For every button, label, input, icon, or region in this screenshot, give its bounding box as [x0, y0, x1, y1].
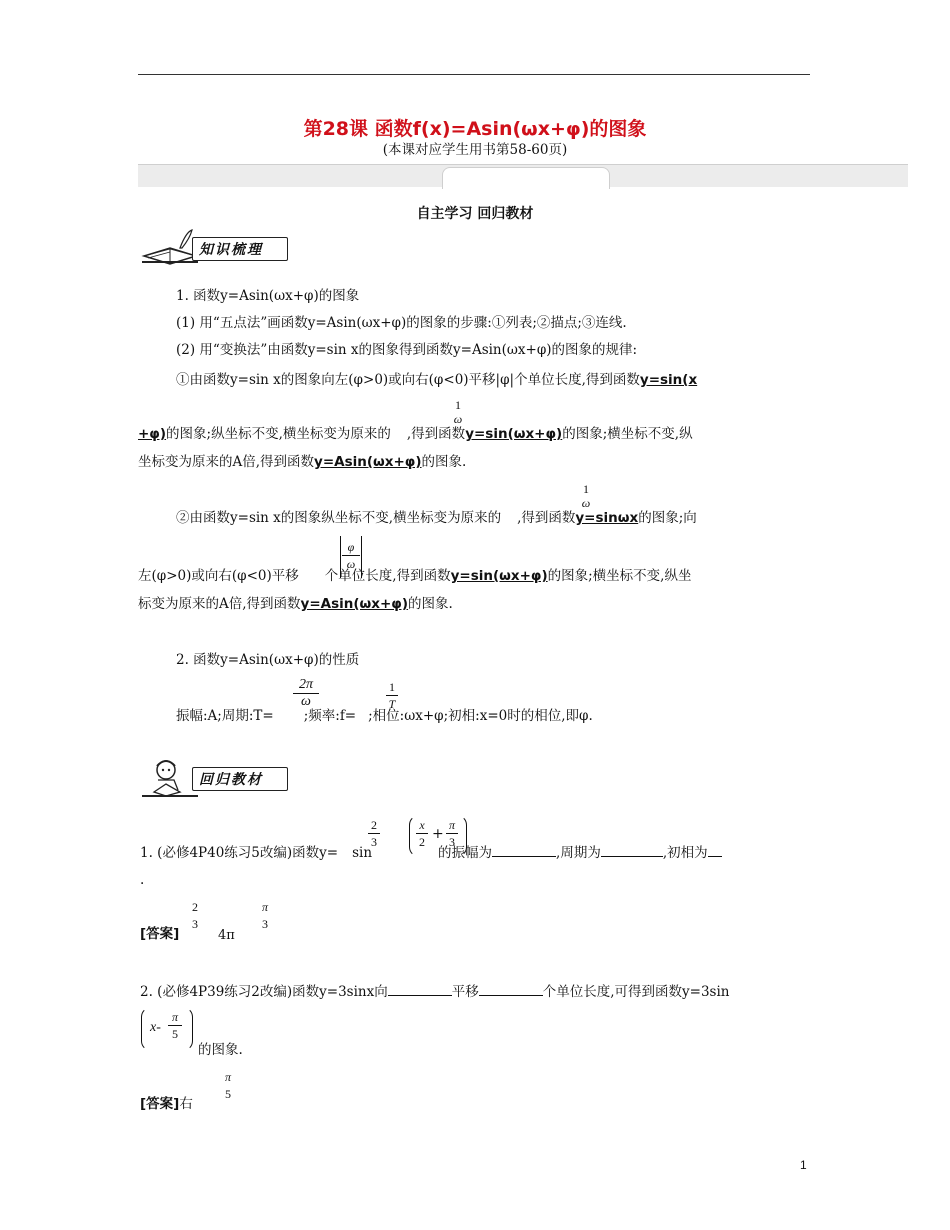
method1-text: ①由函数y=sin x的图象向左(φ>0)或向右(φ<0)平移|φ|个单位长度,得到函数: [176, 372, 640, 388]
section-tab: [442, 167, 610, 189]
method2-text: 标变为原来的A倍,得到函数: [138, 596, 301, 612]
answer-blank[interactable]: [479, 983, 543, 996]
part1-step1: (1) 用“五点法”画函数y=Asin(ωx+φ)的图象的步骤:①列表;②描点;③连线.: [176, 315, 627, 331]
part2-heading: 2. 函数y=Asin(ωx+φ)的性质: [176, 652, 360, 668]
method2-formula: y=sin(ωx+φ): [450, 568, 548, 584]
reading-student-icon: [140, 756, 200, 800]
fraction-denominator: 3: [371, 835, 377, 849]
method1-line1: [176, 370, 697, 390]
fraction-denominator: ω: [301, 694, 311, 709]
question-text: 平移: [451, 984, 479, 1000]
question-2: [140, 982, 730, 1002]
method1-formula: +φ): [138, 426, 167, 442]
answer-blank[interactable]: [708, 844, 722, 857]
fraction-numerator: φ: [347, 540, 355, 554]
part1-step2: (2) 用“变换法”由函数y=sin x的图象得到函数y=Asin(ωx+φ)的图象的规律:: [176, 342, 638, 358]
fraction-denominator: 3: [262, 917, 268, 931]
page-number: 1: [800, 1158, 807, 1172]
answer-blank[interactable]: [492, 844, 556, 857]
method2-line3: [138, 594, 453, 614]
question-text: ,周期为: [556, 845, 601, 861]
fraction-denominator: ω: [581, 496, 591, 510]
book-quill-icon: [140, 228, 200, 268]
question-text: ,初相为: [662, 845, 708, 861]
fraction-numerator: x: [419, 818, 425, 832]
method2-text: ②由函数y=sin x的图象纵坐标不变,横坐标变为原来的: [176, 510, 502, 526]
page-subtitle: (本课对应学生用书第58-60页): [382, 142, 568, 158]
fraction-numerator: 2π: [298, 677, 313, 692]
fraction-1-over-omega: [450, 398, 466, 426]
method2-line2: [138, 566, 691, 586]
sin-text: sin: [352, 845, 373, 861]
method1-formula: y=sin(ωx+φ): [465, 426, 563, 442]
fraction-denominator: ω: [453, 412, 463, 426]
question-text: 1. (必修4P40练习5改编)函数y=: [140, 845, 339, 861]
fraction-numerator: π: [171, 1010, 178, 1024]
fraction-answer-phase: [259, 900, 271, 931]
fraction-answer-shift: [222, 1070, 234, 1101]
part1-heading: 1. 函数y=Asin(ωx+φ)的图象: [176, 288, 360, 304]
method1-line2: [138, 424, 693, 444]
answer-text: 右: [179, 1096, 193, 1112]
method2-formula: y=sinωx: [575, 510, 639, 526]
fraction-numerator: 1: [583, 482, 589, 496]
part2-properties: [176, 706, 593, 726]
fraction-denominator: ω: [346, 557, 356, 571]
fraction-numerator: 2: [371, 818, 377, 832]
page-title: 第28课 函数f(x)=Asin(ωx+φ)的图象: [303, 118, 647, 140]
answer-period: 4π: [218, 928, 235, 943]
textbook-badge: [140, 764, 290, 794]
fraction-numerator: 1: [455, 398, 461, 412]
method2-text: ,得到函数: [517, 510, 576, 526]
fraction-numerator: π: [224, 1070, 231, 1084]
question-text: 的振幅为: [438, 845, 493, 861]
fraction-period: [293, 678, 319, 709]
section-title: 自主学习 回归教材: [416, 206, 534, 222]
method2-line1: [176, 508, 697, 528]
fraction-denominator: T: [388, 697, 396, 711]
question-text: 个单位长度,可得到函数y=3sin: [542, 984, 730, 1000]
answer-2: [140, 1094, 193, 1114]
method1-formula: y=sin(x: [639, 372, 698, 388]
method1-formula: y=Asin(ωx+φ): [314, 454, 422, 470]
answer-label: [答案]: [140, 1096, 180, 1112]
fraction-numerator: 1: [389, 680, 395, 694]
plus-sign: +: [432, 826, 444, 842]
method2-text: 个单位长度,得到函数: [324, 568, 451, 584]
method1-line3: [138, 452, 466, 472]
textbook-badge-label: 回归教材: [192, 767, 288, 791]
x-minus: x-: [150, 1020, 161, 1035]
fraction-1-over-omega: [578, 482, 594, 510]
question-text: 2. (必修4P39练习2改编)函数y=3sinx向: [140, 984, 388, 1000]
knowledge-badge: [140, 234, 290, 264]
knowledge-badge-label: 知识梳理: [192, 237, 288, 261]
answer-blank[interactable]: [388, 983, 452, 996]
fraction-answer-amplitude: [189, 900, 201, 931]
method1-text: 的图象;纵坐标不变,横坐标变为原来的: [166, 426, 391, 442]
fraction-pi-over-5: [168, 1010, 182, 1041]
fraction-denominator: 3: [449, 835, 455, 849]
fraction-numerator: π: [448, 818, 455, 832]
question-2-tail: 的图象.: [198, 1042, 243, 1058]
question-1-tail: .: [140, 872, 145, 888]
parentheses: [141, 1007, 193, 1051]
property-text: ;相位:ωx+φ;初相:x=0时的相位,即φ.: [368, 708, 593, 724]
method2-text: 的图象;向: [638, 510, 697, 526]
property-text: 振幅:A;周期:T=: [176, 708, 274, 724]
method1-text: ,得到函数: [406, 426, 466, 442]
fraction-numerator: 2: [192, 900, 198, 914]
fraction-denominator: 5: [225, 1087, 231, 1101]
question-1: [140, 843, 722, 863]
method2-text: 左(φ>0)或向右(φ<0)平移: [138, 568, 299, 584]
method1-text: 坐标变为原来的A倍,得到函数: [138, 454, 315, 470]
fraction-denominator: 3: [192, 917, 198, 931]
property-text: ;频率:f=: [303, 708, 357, 724]
answer-blank[interactable]: [601, 844, 663, 857]
method2-text: 的图象.: [408, 596, 453, 612]
header-rule: [138, 74, 810, 75]
fraction-denominator: 5: [172, 1027, 178, 1041]
method2-formula: y=Asin(ωx+φ): [300, 596, 409, 612]
fraction-denominator: 2: [419, 835, 425, 849]
method1-text: 的图象.: [421, 454, 467, 470]
answer-label: [答案]: [140, 926, 180, 942]
method2-text: 的图象;横坐标不变,纵坐: [547, 568, 692, 584]
method1-text: 的图象;横坐标不变,纵: [562, 426, 693, 442]
fraction-numerator: π: [261, 900, 268, 914]
